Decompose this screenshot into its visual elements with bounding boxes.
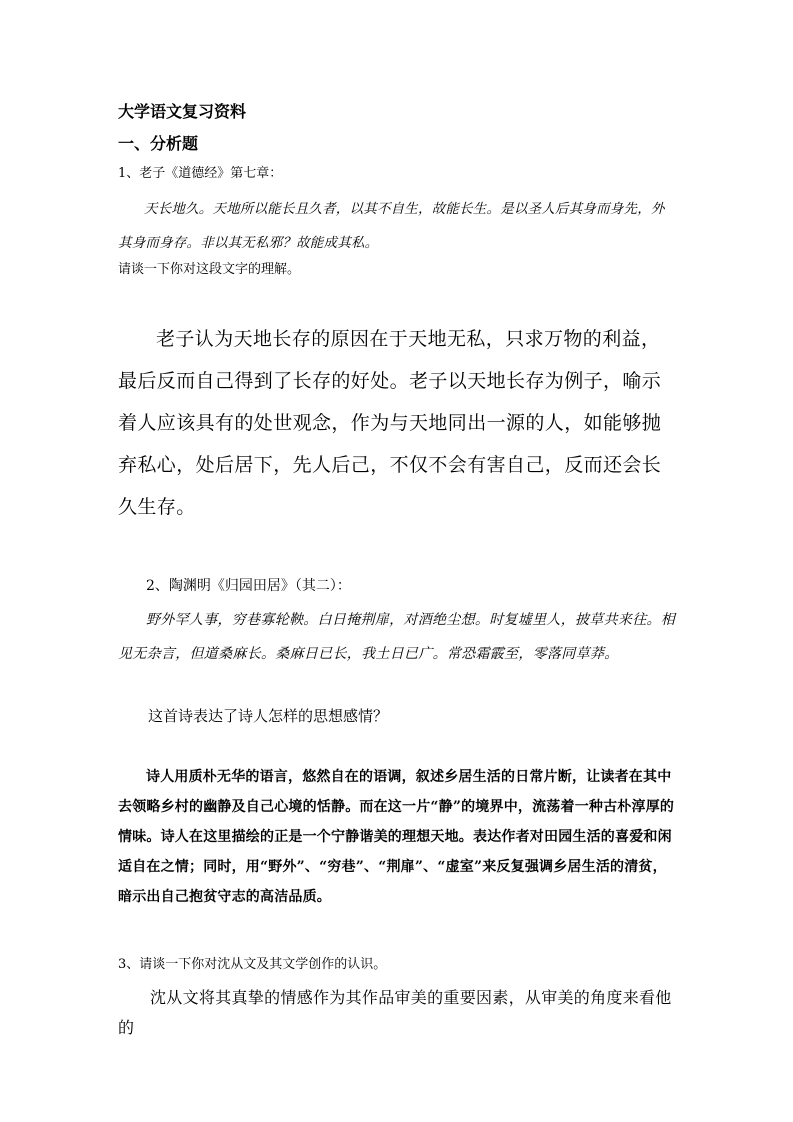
question-1-quote: 天长地久。天地所以能长且久者，以其不自生，故能长生。是以圣人后其身而身先，外其身而身存。非以其无私邪？故能成其私。 xyxy=(118,201,665,251)
question-3-answer: 沈从文将其真挚的情感作为其作品审美的重要因素，从审美的角度来看他的 xyxy=(118,988,672,1037)
question-2-title: 2、陶渊明《归园田居》（其二）： xyxy=(146,578,351,594)
question-2-prompt: 这首诗表达了诗人怎样的思想感情？ xyxy=(148,707,389,725)
question-3-title: 3、请谈一下你对沈从文及其文学创作的认识。 xyxy=(118,957,387,972)
section-title: 一、分析题 xyxy=(118,134,199,153)
question-2-answer: 诗人用质朴无华的语言，悠然自在的语调，叙述乡居生活的日常片断，让读者在其中去领略乡村的幽静及自己心境的恬静。而在这一片“静”的境界中，流荡着一种古朴淳厚的情味。诗人在这里描绘的正是一个宁静谐美的理想天地。表达作者对田园生活的喜爱和闲适自在之情；同时，用“野外”、“穷巷”、“荆扉”、“虚室”来反复强调乡居生活的清贫，暗示出自己抱贫守志的高洁品质。 xyxy=(118,769,675,905)
question-1-answer: 老子认为天地长存的原因在于天地无私，只求万物的利益，最后反而自己得到了长存的好处。老子以天地长存为例子，喻示着人应该具有的处世观念，作为与天地同出一源的人，如能够抛弃私心，处后居下，先人后己，不仅不会有害自己，反而还会长久生存。 xyxy=(118,328,662,518)
question-2-quote: 野外罕人事，穷巷寡轮鞅。白日掩荆扉，对酒绝尘想。时复墟里人，披草共来往。相见无杂言，但道桑麻长。桑麻日已长，我土日已广。常恐霜霰至，零落同草莽。 xyxy=(118,612,676,662)
question-1-prompt: 请谈一下你对这段文字的理解。 xyxy=(118,262,301,277)
document-title: 大学语文复习资料 xyxy=(118,102,247,121)
question-1-title: 1、老子《道德经》第七章： xyxy=(118,166,283,181)
